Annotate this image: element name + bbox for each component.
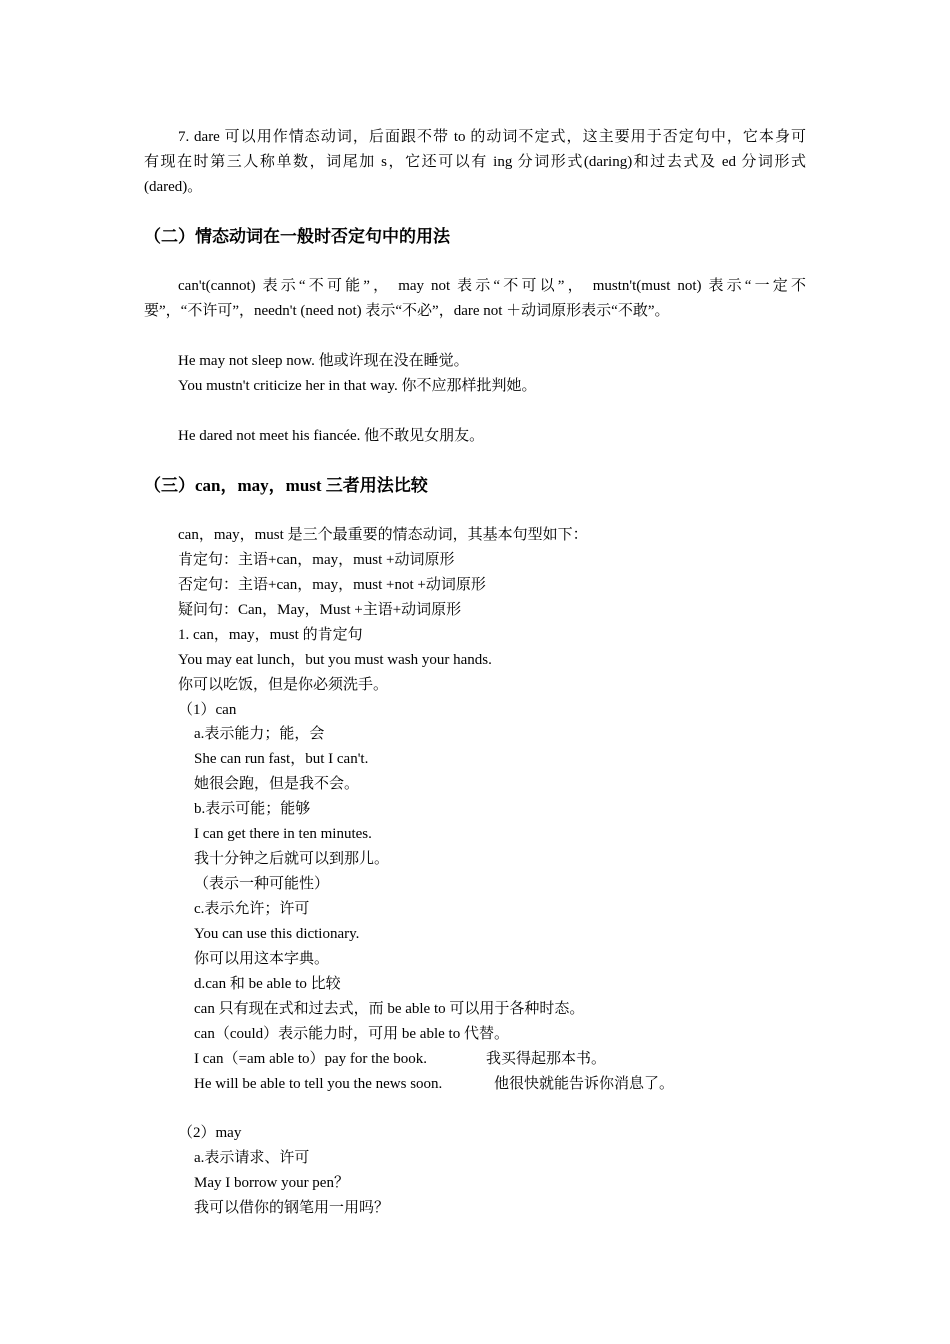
can-item: b.表示可能；能够 (194, 801, 311, 817)
can-item: a.表示能力；能，会 (194, 726, 325, 742)
can-item: 我十分钟之后就可以到那儿。 (194, 851, 390, 867)
may-item: May I borrow your pen？ (194, 1175, 349, 1191)
example-english: I can（=am able to）pay for the book. (194, 1051, 427, 1067)
can-item: can 只有现在式和过去式，而 be able to 可以用于各种时态。 (194, 1001, 585, 1017)
example-chinese: 他很快就能告诉你消息了。 (494, 1076, 675, 1092)
can-item: I can get there in ten minutes. (194, 826, 372, 842)
para7-line1: 7. dare 可以用作情态动词，后面跟不带 to 的动词不定式，这主要用于否定句中，它本身可 (178, 129, 806, 145)
can-item: c.表示允许；许可 (194, 901, 310, 917)
section3-line: 否定句：主语+can，may，must +not +动词原形 (178, 577, 486, 593)
can-item: She can run fast，but I can't. (194, 751, 369, 767)
section2-intro-line1: can't(cannot) 表示“不可能”， may not 表示“不可以”， mustn't(must not) 表示“一定不 (178, 278, 806, 294)
section2-intro-line2: 要”，“不许可”，needn't (need not) 表示“不必”，dare not ＋动词原形表示“不敢”。 (144, 303, 670, 319)
may-item: a.表示请求、许可 (194, 1150, 310, 1166)
section3-line: can，may，must 是三个最重要的情态动词，其基本句型如下： (178, 527, 588, 543)
can-subheading: （1）can (178, 702, 237, 718)
section3-heading: （三）can，may，must 三者用法比较 (144, 476, 428, 495)
may-subheading: （2）may (178, 1125, 242, 1141)
section2-heading: （二）情态动词在一般时否定句中的用法 (144, 227, 450, 246)
can-item: d.can 和 be able to 比较 (194, 976, 341, 992)
section2-example-1: He may not sleep now. 他或许现在没在睡觉。 (178, 353, 469, 369)
can-item: can（could）表示能力时，可用 be able to 代替。 (194, 1026, 509, 1042)
para7-line2: 有现在时第三人称单数，词尾加 s，它还可以有 ing 分词形式(daring)和过去式及 ed 分词形式 (144, 154, 806, 170)
section3-line: 肯定句：主语+can，may，must +动词原形 (178, 552, 455, 568)
can-item: You can use this dictionary. (194, 926, 360, 942)
section3-line: 疑问句：Can，May，Must +主语+动词原形 (178, 602, 462, 618)
example-chinese: 我买得起那本书。 (486, 1051, 607, 1067)
section2-example-2: You mustn't criticize her in that way. 你不应那样批判她。 (178, 378, 537, 394)
can-item: （表示一种可能性） (194, 876, 330, 892)
example-english: He will be able to tell you the news soon. (194, 1076, 443, 1092)
may-item: 我可以借你的钢笔用一用吗？ (194, 1200, 390, 1216)
section3-line: 你可以吃饭，但是你必须洗手。 (178, 677, 389, 693)
can-item: 她很会跑，但是我不会。 (194, 776, 360, 792)
can-item: 你可以用这本字典。 (194, 951, 330, 967)
section3-line: 1. can，may，must 的肯定句 (178, 627, 363, 643)
para7-line3: (dared)。 (144, 179, 203, 195)
section2-example-3: He dared not meet his fiancée. 他不敢见女朋友。 (178, 428, 485, 444)
section3-line: You may eat lunch，but you must wash your hands. (178, 652, 492, 668)
